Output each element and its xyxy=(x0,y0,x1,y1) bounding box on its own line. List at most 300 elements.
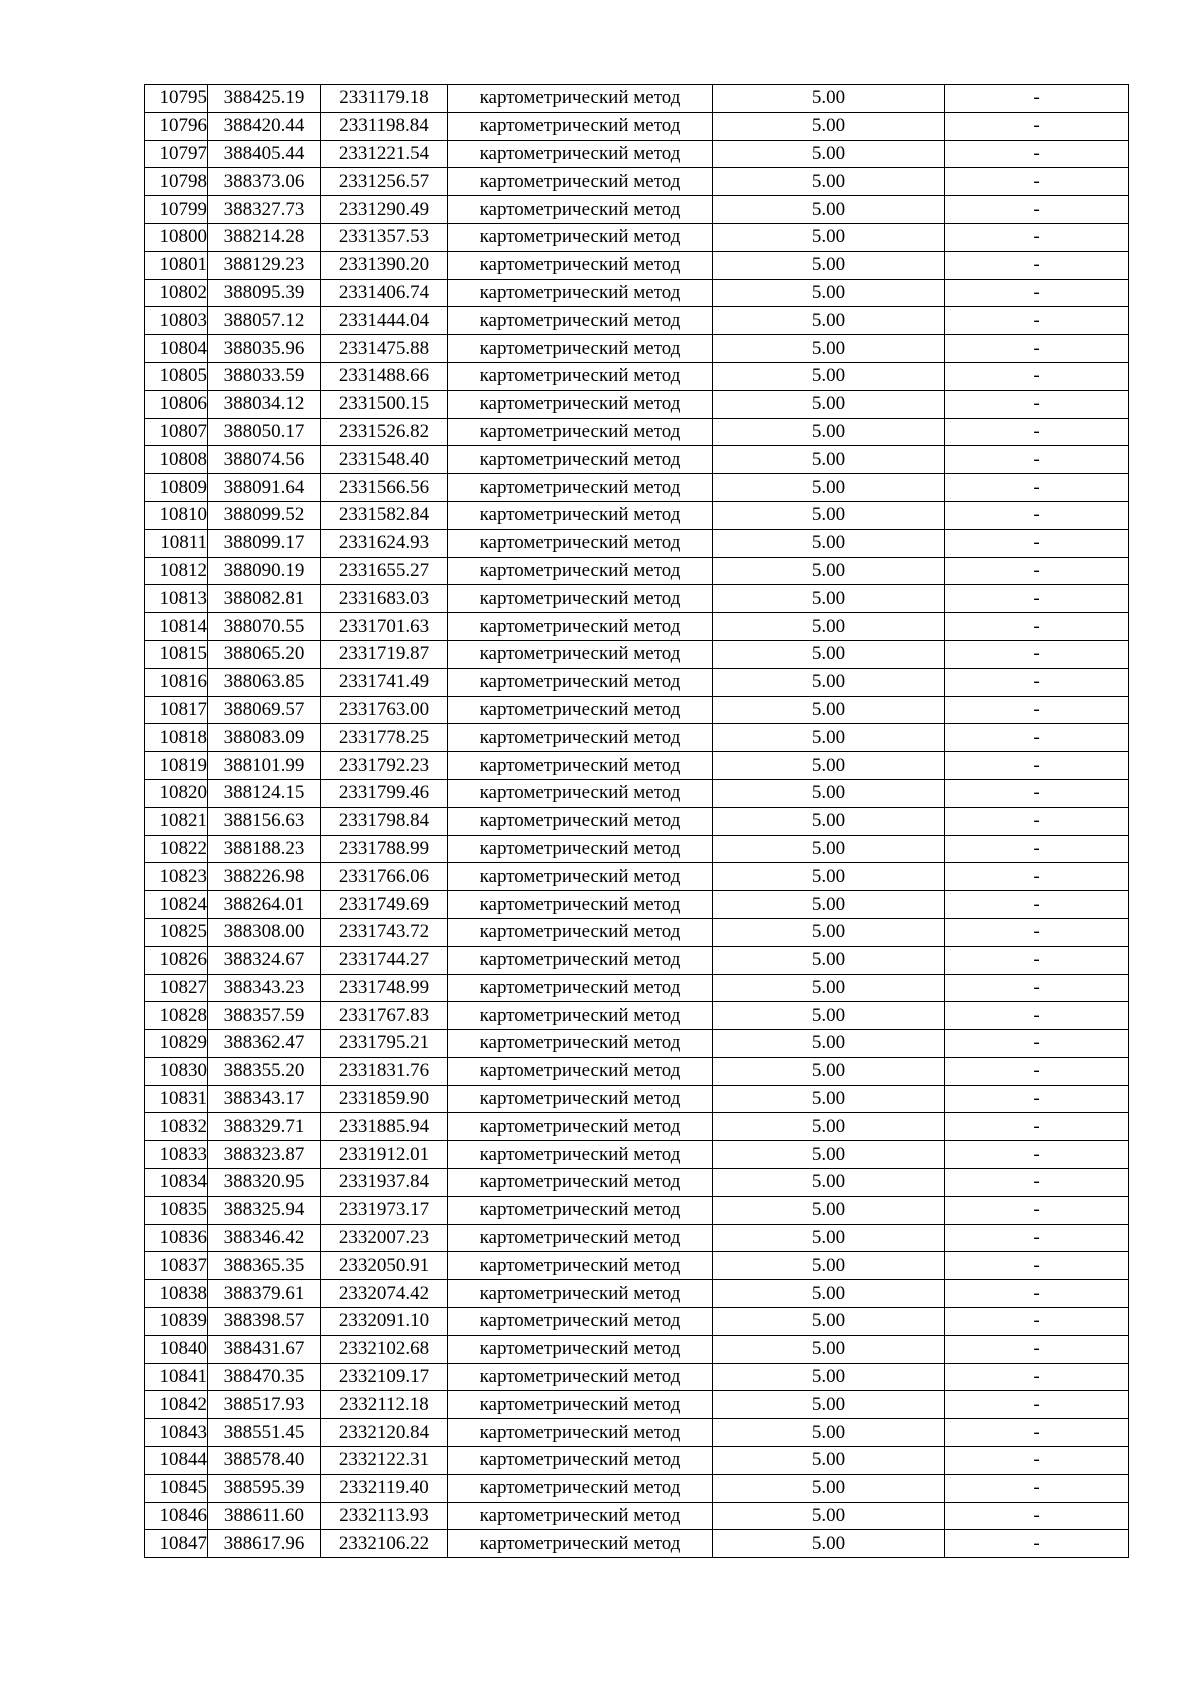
method-cell: картометрический метод xyxy=(448,696,713,724)
point-number-cell: 10847 xyxy=(145,1530,208,1558)
accuracy-cell: 5.00 xyxy=(713,1419,945,1447)
accuracy-cell: 5.00 xyxy=(713,668,945,696)
x-coordinate-cell: 388214.28 xyxy=(208,223,321,251)
y-coordinate-cell: 2331744.27 xyxy=(321,946,448,974)
x-coordinate-cell: 388320.95 xyxy=(208,1169,321,1197)
point-number-cell: 10804 xyxy=(145,335,208,363)
y-coordinate-cell: 2331256.57 xyxy=(321,168,448,196)
point-number-cell: 10831 xyxy=(145,1085,208,1113)
point-number-cell: 10828 xyxy=(145,1002,208,1030)
description-cell: - xyxy=(945,557,1129,585)
accuracy-cell: 5.00 xyxy=(713,613,945,641)
table-row xyxy=(145,696,1129,724)
description-cell: - xyxy=(945,640,1129,668)
point-number-cell: 10816 xyxy=(145,668,208,696)
y-coordinate-cell: 2331624.93 xyxy=(321,529,448,557)
method-cell: картометрический метод xyxy=(448,1391,713,1419)
method-cell: картометрический метод xyxy=(448,418,713,446)
method-cell: картометрический метод xyxy=(448,1474,713,1502)
x-coordinate-cell: 388611.60 xyxy=(208,1502,321,1530)
method-cell: картометрический метод xyxy=(448,585,713,613)
method-cell: картометрический метод xyxy=(448,196,713,224)
y-coordinate-cell: 2331788.99 xyxy=(321,835,448,863)
table-row xyxy=(145,446,1129,474)
method-cell: картометрический метод xyxy=(448,1002,713,1030)
y-coordinate-cell: 2331500.15 xyxy=(321,390,448,418)
table-row xyxy=(145,640,1129,668)
method-cell: картометрический метод xyxy=(448,1085,713,1113)
x-coordinate-cell: 388095.39 xyxy=(208,279,321,307)
description-cell: - xyxy=(945,1391,1129,1419)
accuracy-cell: 5.00 xyxy=(713,112,945,140)
description-cell: - xyxy=(945,668,1129,696)
description-cell: - xyxy=(945,251,1129,279)
x-coordinate-cell: 388617.96 xyxy=(208,1530,321,1558)
x-coordinate-cell: 388091.64 xyxy=(208,474,321,502)
description-cell: - xyxy=(945,613,1129,641)
x-coordinate-cell: 388082.81 xyxy=(208,585,321,613)
table-row xyxy=(145,390,1129,418)
x-coordinate-cell: 388355.20 xyxy=(208,1057,321,1085)
x-coordinate-cell: 388578.40 xyxy=(208,1447,321,1475)
x-coordinate-cell: 388099.52 xyxy=(208,501,321,529)
accuracy-cell: 5.00 xyxy=(713,418,945,446)
method-cell: картометрический метод xyxy=(448,1502,713,1530)
point-number-cell: 10824 xyxy=(145,891,208,919)
method-cell: картометрический метод xyxy=(448,223,713,251)
table-row xyxy=(145,362,1129,390)
point-number-cell: 10810 xyxy=(145,501,208,529)
description-cell: - xyxy=(945,223,1129,251)
y-coordinate-cell: 2331198.84 xyxy=(321,112,448,140)
accuracy-cell: 5.00 xyxy=(713,779,945,807)
table-row xyxy=(145,1280,1129,1308)
coordinates-table-body xyxy=(145,85,1129,1558)
y-coordinate-cell: 2331582.84 xyxy=(321,501,448,529)
method-cell: картометрический метод xyxy=(448,1224,713,1252)
method-cell: картометрический метод xyxy=(448,140,713,168)
point-number-cell: 10803 xyxy=(145,307,208,335)
y-coordinate-cell: 2331799.46 xyxy=(321,779,448,807)
description-cell: - xyxy=(945,1335,1129,1363)
method-cell: картометрический метод xyxy=(448,335,713,363)
point-number-cell: 10830 xyxy=(145,1057,208,1085)
x-coordinate-cell: 388470.35 xyxy=(208,1363,321,1391)
accuracy-cell: 5.00 xyxy=(713,696,945,724)
y-coordinate-cell: 2331475.88 xyxy=(321,335,448,363)
description-cell: - xyxy=(945,1002,1129,1030)
point-number-cell: 10799 xyxy=(145,196,208,224)
x-coordinate-cell: 388124.15 xyxy=(208,779,321,807)
point-number-cell: 10846 xyxy=(145,1502,208,1530)
table-row xyxy=(145,557,1129,585)
table-row xyxy=(145,974,1129,1002)
x-coordinate-cell: 388551.45 xyxy=(208,1419,321,1447)
accuracy-cell: 5.00 xyxy=(713,640,945,668)
method-cell: картометрический метод xyxy=(448,863,713,891)
table-row xyxy=(145,807,1129,835)
y-coordinate-cell: 2331912.01 xyxy=(321,1141,448,1169)
table-row xyxy=(145,251,1129,279)
y-coordinate-cell: 2331859.90 xyxy=(321,1085,448,1113)
description-cell: - xyxy=(945,1308,1129,1336)
method-cell: картометрический метод xyxy=(448,446,713,474)
accuracy-cell: 5.00 xyxy=(713,752,945,780)
y-coordinate-cell: 2332122.31 xyxy=(321,1447,448,1475)
description-cell: - xyxy=(945,891,1129,919)
x-coordinate-cell: 388308.00 xyxy=(208,918,321,946)
accuracy-cell: 5.00 xyxy=(713,918,945,946)
description-cell: - xyxy=(945,335,1129,363)
accuracy-cell: 5.00 xyxy=(713,1002,945,1030)
description-cell: - xyxy=(945,85,1129,113)
method-cell: картометрический метод xyxy=(448,279,713,307)
method-cell: картометрический метод xyxy=(448,835,713,863)
method-cell: картометрический метод xyxy=(448,613,713,641)
method-cell: картометрический метод xyxy=(448,1030,713,1058)
accuracy-cell: 5.00 xyxy=(713,279,945,307)
x-coordinate-cell: 388083.09 xyxy=(208,724,321,752)
y-coordinate-cell: 2331683.03 xyxy=(321,585,448,613)
method-cell: картометрический метод xyxy=(448,390,713,418)
description-cell: - xyxy=(945,1252,1129,1280)
description-cell: - xyxy=(945,585,1129,613)
x-coordinate-cell: 388101.99 xyxy=(208,752,321,780)
x-coordinate-cell: 388033.59 xyxy=(208,362,321,390)
accuracy-cell: 5.00 xyxy=(713,1363,945,1391)
description-cell: - xyxy=(945,362,1129,390)
point-number-cell: 10837 xyxy=(145,1252,208,1280)
table-row xyxy=(145,1057,1129,1085)
table-row xyxy=(145,1196,1129,1224)
accuracy-cell: 5.00 xyxy=(713,724,945,752)
point-number-cell: 10834 xyxy=(145,1169,208,1197)
y-coordinate-cell: 2331767.83 xyxy=(321,1002,448,1030)
description-cell: - xyxy=(945,474,1129,502)
point-number-cell: 10801 xyxy=(145,251,208,279)
y-coordinate-cell: 2332091.10 xyxy=(321,1308,448,1336)
y-coordinate-cell: 2332112.18 xyxy=(321,1391,448,1419)
x-coordinate-cell: 388357.59 xyxy=(208,1002,321,1030)
y-coordinate-cell: 2331792.23 xyxy=(321,752,448,780)
accuracy-cell: 5.00 xyxy=(713,1196,945,1224)
description-cell: - xyxy=(945,724,1129,752)
method-cell: картометрический метод xyxy=(448,1169,713,1197)
method-cell: картометрический метод xyxy=(448,807,713,835)
y-coordinate-cell: 2331831.76 xyxy=(321,1057,448,1085)
accuracy-cell: 5.00 xyxy=(713,1391,945,1419)
point-number-cell: 10820 xyxy=(145,779,208,807)
y-coordinate-cell: 2331741.49 xyxy=(321,668,448,696)
table-row xyxy=(145,835,1129,863)
x-coordinate-cell: 388517.93 xyxy=(208,1391,321,1419)
y-coordinate-cell: 2331778.25 xyxy=(321,724,448,752)
point-number-cell: 10808 xyxy=(145,446,208,474)
accuracy-cell: 5.00 xyxy=(713,362,945,390)
table-row xyxy=(145,1002,1129,1030)
x-coordinate-cell: 388063.85 xyxy=(208,668,321,696)
y-coordinate-cell: 2331973.17 xyxy=(321,1196,448,1224)
table-row xyxy=(145,918,1129,946)
x-coordinate-cell: 388324.67 xyxy=(208,946,321,974)
description-cell: - xyxy=(945,807,1129,835)
method-cell: картометрический метод xyxy=(448,1141,713,1169)
method-cell: картометрический метод xyxy=(448,529,713,557)
x-coordinate-cell: 388070.55 xyxy=(208,613,321,641)
method-cell: картометрический метод xyxy=(448,1447,713,1475)
accuracy-cell: 5.00 xyxy=(713,446,945,474)
description-cell: - xyxy=(945,1530,1129,1558)
x-coordinate-cell: 388327.73 xyxy=(208,196,321,224)
point-number-cell: 10819 xyxy=(145,752,208,780)
x-coordinate-cell: 388425.19 xyxy=(208,85,321,113)
table-row xyxy=(145,1308,1129,1336)
y-coordinate-cell: 2332109.17 xyxy=(321,1363,448,1391)
x-coordinate-cell: 388050.17 xyxy=(208,418,321,446)
description-cell: - xyxy=(945,1030,1129,1058)
table-row xyxy=(145,1530,1129,1558)
x-coordinate-cell: 388420.44 xyxy=(208,112,321,140)
x-coordinate-cell: 388346.42 xyxy=(208,1224,321,1252)
x-coordinate-cell: 388325.94 xyxy=(208,1196,321,1224)
y-coordinate-cell: 2332074.42 xyxy=(321,1280,448,1308)
x-coordinate-cell: 388595.39 xyxy=(208,1474,321,1502)
y-coordinate-cell: 2331701.63 xyxy=(321,613,448,641)
method-cell: картометрический метод xyxy=(448,362,713,390)
point-number-cell: 10827 xyxy=(145,974,208,1002)
x-coordinate-cell: 388379.61 xyxy=(208,1280,321,1308)
description-cell: - xyxy=(945,1085,1129,1113)
x-coordinate-cell: 388362.47 xyxy=(208,1030,321,1058)
x-coordinate-cell: 388129.23 xyxy=(208,251,321,279)
table-row xyxy=(145,668,1129,696)
method-cell: картометрический метод xyxy=(448,946,713,974)
accuracy-cell: 5.00 xyxy=(713,1113,945,1141)
description-cell: - xyxy=(945,863,1129,891)
description-cell: - xyxy=(945,446,1129,474)
point-number-cell: 10839 xyxy=(145,1308,208,1336)
method-cell: картометрический метод xyxy=(448,1113,713,1141)
point-number-cell: 10796 xyxy=(145,112,208,140)
point-number-cell: 10812 xyxy=(145,557,208,585)
description-cell: - xyxy=(945,1474,1129,1502)
table-row xyxy=(145,1085,1129,1113)
y-coordinate-cell: 2332119.40 xyxy=(321,1474,448,1502)
method-cell: картометрический метод xyxy=(448,85,713,113)
x-coordinate-cell: 388323.87 xyxy=(208,1141,321,1169)
point-number-cell: 10802 xyxy=(145,279,208,307)
accuracy-cell: 5.00 xyxy=(713,1169,945,1197)
table-row xyxy=(145,724,1129,752)
coordinates-table xyxy=(144,84,1129,1558)
point-number-cell: 10798 xyxy=(145,168,208,196)
table-row xyxy=(145,85,1129,113)
x-coordinate-cell: 388034.12 xyxy=(208,390,321,418)
accuracy-cell: 5.00 xyxy=(713,1224,945,1252)
accuracy-cell: 5.00 xyxy=(713,1030,945,1058)
accuracy-cell: 5.00 xyxy=(713,529,945,557)
accuracy-cell: 5.00 xyxy=(713,223,945,251)
point-number-cell: 10843 xyxy=(145,1419,208,1447)
method-cell: картометрический метод xyxy=(448,251,713,279)
accuracy-cell: 5.00 xyxy=(713,307,945,335)
method-cell: картометрический метод xyxy=(448,1057,713,1085)
y-coordinate-cell: 2331937.84 xyxy=(321,1169,448,1197)
y-coordinate-cell: 2332007.23 xyxy=(321,1224,448,1252)
x-coordinate-cell: 388343.23 xyxy=(208,974,321,1002)
method-cell: картометрический метод xyxy=(448,1363,713,1391)
table-row xyxy=(145,474,1129,502)
description-cell: - xyxy=(945,974,1129,1002)
method-cell: картометрический метод xyxy=(448,1280,713,1308)
y-coordinate-cell: 2332106.22 xyxy=(321,1530,448,1558)
x-coordinate-cell: 388065.20 xyxy=(208,640,321,668)
accuracy-cell: 5.00 xyxy=(713,891,945,919)
table-row xyxy=(145,1419,1129,1447)
description-cell: - xyxy=(945,1196,1129,1224)
method-cell: картометрический метод xyxy=(448,918,713,946)
method-cell: картометрический метод xyxy=(448,974,713,1002)
table-row xyxy=(145,613,1129,641)
accuracy-cell: 5.00 xyxy=(713,807,945,835)
x-coordinate-cell: 388099.17 xyxy=(208,529,321,557)
accuracy-cell: 5.00 xyxy=(713,974,945,1002)
x-coordinate-cell: 388090.19 xyxy=(208,557,321,585)
table-row xyxy=(145,196,1129,224)
description-cell: - xyxy=(945,501,1129,529)
y-coordinate-cell: 2331444.04 xyxy=(321,307,448,335)
point-number-cell: 10841 xyxy=(145,1363,208,1391)
y-coordinate-cell: 2331390.20 xyxy=(321,251,448,279)
method-cell: картометрический метод xyxy=(448,1252,713,1280)
accuracy-cell: 5.00 xyxy=(713,251,945,279)
accuracy-cell: 5.00 xyxy=(713,585,945,613)
point-number-cell: 10797 xyxy=(145,140,208,168)
point-number-cell: 10818 xyxy=(145,724,208,752)
description-cell: - xyxy=(945,1363,1129,1391)
method-cell: картометрический метод xyxy=(448,752,713,780)
description-cell: - xyxy=(945,1502,1129,1530)
point-number-cell: 10811 xyxy=(145,529,208,557)
y-coordinate-cell: 2331655.27 xyxy=(321,557,448,585)
point-number-cell: 10821 xyxy=(145,807,208,835)
table-row xyxy=(145,223,1129,251)
accuracy-cell: 5.00 xyxy=(713,140,945,168)
table-row xyxy=(145,752,1129,780)
y-coordinate-cell: 2331743.72 xyxy=(321,918,448,946)
accuracy-cell: 5.00 xyxy=(713,1335,945,1363)
table-row xyxy=(145,307,1129,335)
accuracy-cell: 5.00 xyxy=(713,168,945,196)
x-coordinate-cell: 388156.63 xyxy=(208,807,321,835)
method-cell: картометрический метод xyxy=(448,1196,713,1224)
method-cell: картометрический метод xyxy=(448,307,713,335)
point-number-cell: 10822 xyxy=(145,835,208,863)
method-cell: картометрический метод xyxy=(448,891,713,919)
point-number-cell: 10844 xyxy=(145,1447,208,1475)
method-cell: картометрический метод xyxy=(448,501,713,529)
accuracy-cell: 5.00 xyxy=(713,835,945,863)
point-number-cell: 10838 xyxy=(145,1280,208,1308)
table-row xyxy=(145,501,1129,529)
point-number-cell: 10829 xyxy=(145,1030,208,1058)
accuracy-cell: 5.00 xyxy=(713,946,945,974)
description-cell: - xyxy=(945,279,1129,307)
table-row xyxy=(145,1169,1129,1197)
point-number-cell: 10814 xyxy=(145,613,208,641)
accuracy-cell: 5.00 xyxy=(713,1141,945,1169)
y-coordinate-cell: 2331749.69 xyxy=(321,891,448,919)
table-row xyxy=(145,168,1129,196)
y-coordinate-cell: 2331748.99 xyxy=(321,974,448,1002)
point-number-cell: 10835 xyxy=(145,1196,208,1224)
method-cell: картометрический метод xyxy=(448,779,713,807)
method-cell: картометрический метод xyxy=(448,668,713,696)
y-coordinate-cell: 2331795.21 xyxy=(321,1030,448,1058)
table-row xyxy=(145,418,1129,446)
description-cell: - xyxy=(945,418,1129,446)
table-row xyxy=(145,279,1129,307)
x-coordinate-cell: 388373.06 xyxy=(208,168,321,196)
y-coordinate-cell: 2331885.94 xyxy=(321,1113,448,1141)
table-row xyxy=(145,1141,1129,1169)
table-row xyxy=(145,529,1129,557)
x-coordinate-cell: 388264.01 xyxy=(208,891,321,919)
x-coordinate-cell: 388226.98 xyxy=(208,863,321,891)
table-row xyxy=(145,140,1129,168)
method-cell: картометрический метод xyxy=(448,1419,713,1447)
point-number-cell: 10845 xyxy=(145,1474,208,1502)
description-cell: - xyxy=(945,779,1129,807)
description-cell: - xyxy=(945,1224,1129,1252)
description-cell: - xyxy=(945,196,1129,224)
x-coordinate-cell: 388188.23 xyxy=(208,835,321,863)
method-cell: картометрический метод xyxy=(448,168,713,196)
description-cell: - xyxy=(945,390,1129,418)
point-number-cell: 10815 xyxy=(145,640,208,668)
x-coordinate-cell: 388343.17 xyxy=(208,1085,321,1113)
description-cell: - xyxy=(945,1141,1129,1169)
accuracy-cell: 5.00 xyxy=(713,863,945,891)
description-cell: - xyxy=(945,835,1129,863)
table-row xyxy=(145,946,1129,974)
method-cell: картометрический метод xyxy=(448,1308,713,1336)
method-cell: картометрический метод xyxy=(448,1530,713,1558)
description-cell: - xyxy=(945,307,1129,335)
point-number-cell: 10836 xyxy=(145,1224,208,1252)
y-coordinate-cell: 2331763.00 xyxy=(321,696,448,724)
point-number-cell: 10795 xyxy=(145,85,208,113)
description-cell: - xyxy=(945,1057,1129,1085)
y-coordinate-cell: 2331766.06 xyxy=(321,863,448,891)
x-coordinate-cell: 388431.67 xyxy=(208,1335,321,1363)
method-cell: картометрический метод xyxy=(448,1335,713,1363)
point-number-cell: 10840 xyxy=(145,1335,208,1363)
y-coordinate-cell: 2332120.84 xyxy=(321,1419,448,1447)
accuracy-cell: 5.00 xyxy=(713,335,945,363)
description-cell: - xyxy=(945,918,1129,946)
point-number-cell: 10809 xyxy=(145,474,208,502)
point-number-cell: 10832 xyxy=(145,1113,208,1141)
description-cell: - xyxy=(945,1280,1129,1308)
method-cell: картометрический метод xyxy=(448,474,713,502)
y-coordinate-cell: 2332050.91 xyxy=(321,1252,448,1280)
point-number-cell: 10833 xyxy=(145,1141,208,1169)
y-coordinate-cell: 2331798.84 xyxy=(321,807,448,835)
y-coordinate-cell: 2331290.49 xyxy=(321,196,448,224)
x-coordinate-cell: 388069.57 xyxy=(208,696,321,724)
table-row xyxy=(145,1363,1129,1391)
